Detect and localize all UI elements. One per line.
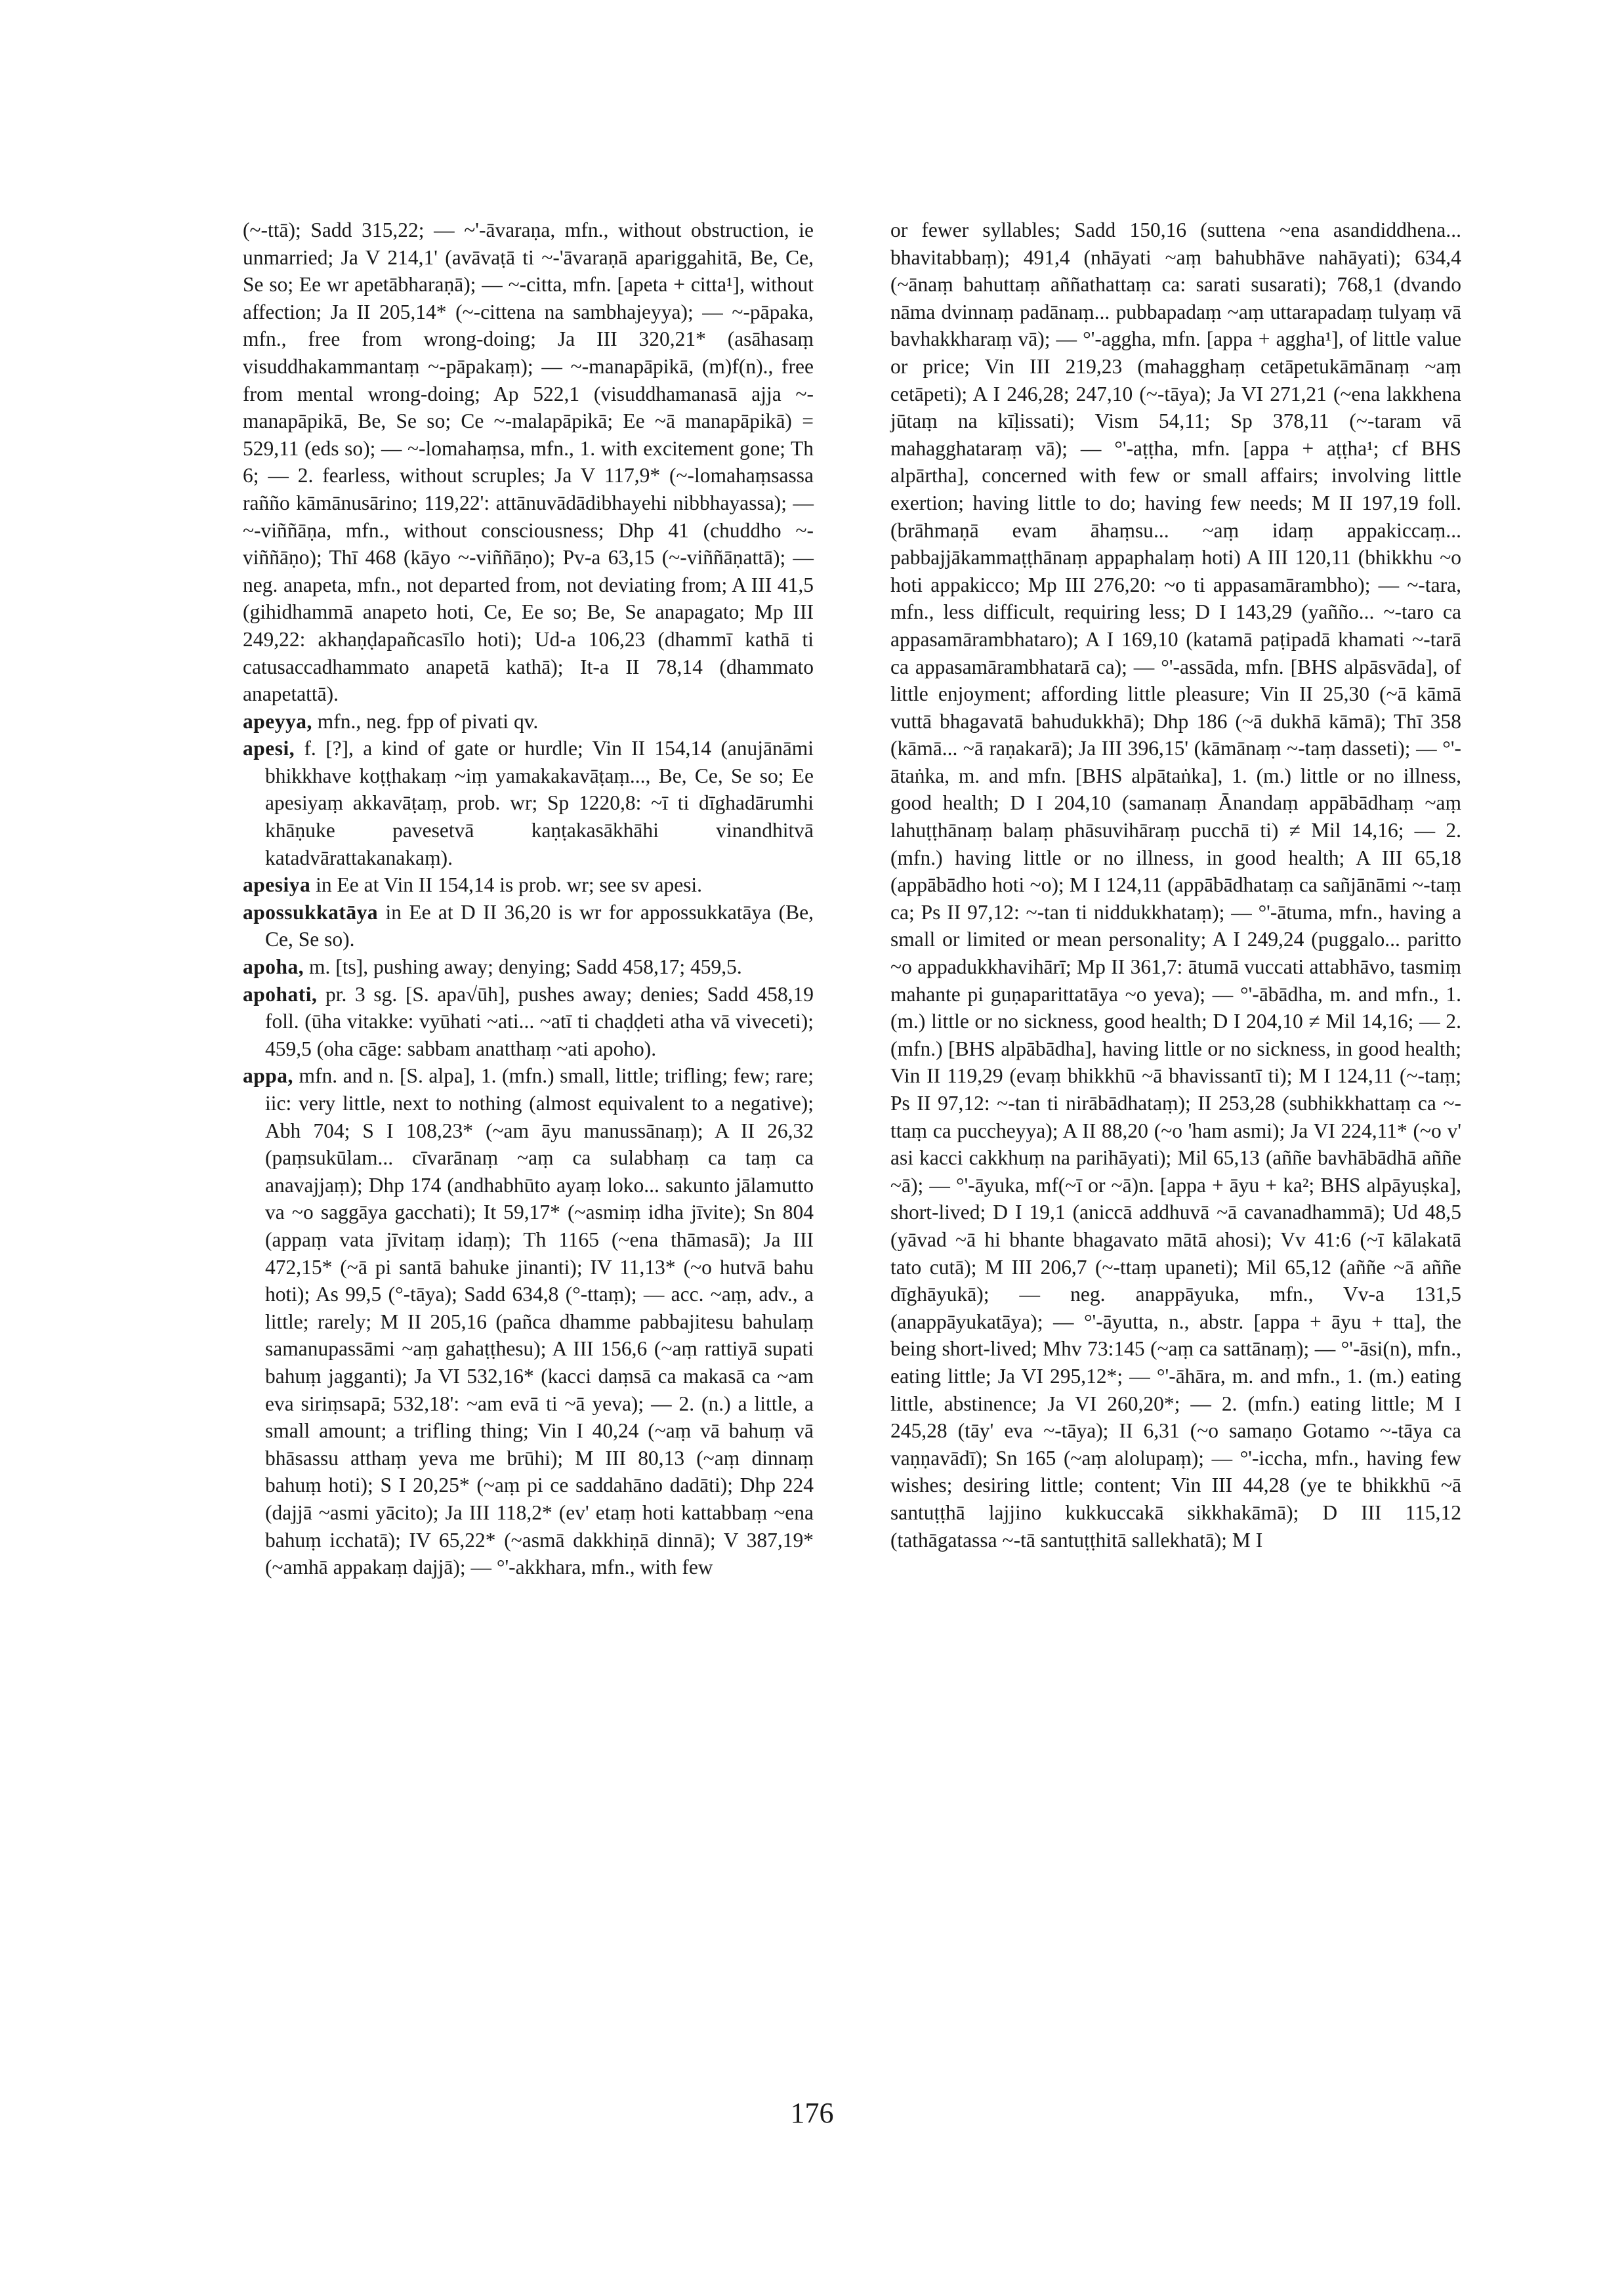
dictionary-entry: [243, 981, 814, 1063]
entry-body: f. [?], a kind of gate or hurdle; Vin II 154,14 (anujānāmi bhikkhave koṭṭhakaṃ ~iṃ yamakakavāṭaṃ..., Be, Ce, Se so; Ee apesiyaṃ akkavāṭaṃ, prob. wr; Sp 1220,8: ~ī ti dīghadārumhi khāṇuke pavesetvā kaṇṭakasākhāhi vinandhitvā katadvārattakanakaṃ).: [265, 737, 814, 869]
dictionary-entry: [243, 735, 814, 871]
entry-headword: apohati,: [243, 982, 318, 1006]
entry-headword: apesi,: [243, 737, 295, 760]
entry-headword: appa,: [243, 1064, 293, 1088]
entry-headword: apoha,: [243, 955, 304, 979]
dictionary-entry: [243, 953, 814, 981]
left-column: [243, 217, 814, 1581]
entry-headword: apesiya: [243, 873, 311, 897]
dictionary-entry: [243, 708, 814, 735]
entry-body: in Ee at Vin II 154,14 is prob. wr; see sv apesi.: [316, 873, 703, 897]
continuation-text: (~-ttā); Sadd 315,22; — ~'-āvaraṇa, mfn., without obstruction, ie unmarried; Ja V 214,1' (avāvaṭā ti ~-'āvaraṇā apariggahitā, Be, Ce, Se so; Ee wr apetābharaṇā); — ~-citta, mfn. [apeta + citta¹], without affection; Ja II 205,14* (~-cittena na sambhajeyya); — ~-pāpaka, mfn., free from wrong-doing; Ja III 320,21* (asāhasaṃ visuddhakammantaṃ ~-pāpakaṃ); — ~-manapāpikā, (m)f(n)., free from mental wrong-doing; Ap 522,1 (visuddhamanasā ajja ~-manapāpikā, Be, Se so; Ce ~-malapāpikā; Ee ~ā manapāpikā) = 529,11 (eds so); — ~-lomahaṃsa, mfn., 1. with excitement gone; Th 6; — 2. fearless, without scruples; Ja V 117,9* (~-lomahaṃsassa rañño kāmānusārino; 119,22': attānuvādādibhayehi nibbhayassa); — ~-viññāṇa, mfn., without consciousness; Dhp 41 (chuddho ~-viññāṇo); Thī 468 (kāyo ~-viññāṇo); Pv-a 63,15 (~-viññāṇattā); — neg. anapeta, mfn., not departed from, not deviating from; A III 41,5 (gihidhammā anapeto hoti, Ce, Ee so; Be, Se anapagato; Mp III 249,22: akhaṇḍapañcasīlo hoti); Ud-a 106,23 (dhammī kathā ti catusaccadhammato anapetā kathā); It-a II 78,14 (dhammato anapetattā).: [243, 218, 814, 706]
entry-headword: apeyya,: [243, 709, 312, 733]
dictionary-entry: [243, 871, 814, 899]
entry-body: in Ee at D II 36,20 is wr for appossukkatāya (Be, Ce, Se so).: [265, 900, 814, 951]
dictionary-entry: [243, 899, 814, 953]
entry-body: pr. 3 sg. [S. apa√ūh], pushes away; denies; Sadd 458,19 foll. (ūha vitakke: vyūhati ~ati... ~atī ti chaḍḍeti atha vā viveceti); 459,5 (oha cāge: sabbam anatthaṃ ~ati apoho).: [265, 982, 814, 1060]
entry-body: m. [ts], pushing away; denying; Sadd 458,17; 459,5.: [309, 955, 742, 979]
right-column: [890, 217, 1461, 1554]
page-number: 176: [790, 2097, 834, 2129]
entry-body: mfn., neg. fpp of pivati qv.: [317, 709, 539, 733]
dictionary-entry: [243, 1062, 814, 1581]
continuation-text: or fewer syllables; Sadd 150,16 (suttena ~ena asandiddhena... bhavitabbaṃ); 491,4 (nhāyati ~aṃ bahubhāve nahāyati); 634,4 (~ānaṃ bahuttaṃ aññathattaṃ ca: sarati susarati); 768,1 (dvando nāma dvinnaṃ padānaṃ... pubbapadaṃ ~aṃ uttarapadaṃ tulyaṃ vā bavhakkharaṃ vā); — °'-aggha, mfn. [appa + aggha¹], of little value or price; Vin III 219,23 (mahagghaṃ cetāpetukāmānaṃ ~aṃ cetāpeti); A I 246,28; 247,10 (~-tāya); Ja VI 271,21 (~ena lakkhena jūtaṃ na kīḷissati); Vism 54,11; Sp 378,11 (~-taram vā mahagghataraṃ vā); — °'-aṭṭha, mfn. [appa + aṭṭha¹; cf BHS alpārtha], concerned with few or small affairs; involving little exertion; having little to do; having few needs; M II 197,19 foll. (brāhmaṇā evam āhaṃsu... ~aṃ idaṃ appakiccaṃ... pabbajjākammaṭṭhānaṃ appaphalaṃ hoti) A III 120,11 (bhikkhu ~o hoti appakicco; Mp III 276,20: ~o ti appasamārambho); — ~-tara, mfn., less difficult, requiring less; D I 143,29 (yañño... ~-taro ca appasamārambhataro); A I 169,10 (katamā paṭipadā khamati ~-tarā ca appasamārambhatarā ca); — °'-assāda, mfn. [BHS alpāsvāda], of little enjoyment; affording little pleasure; Vin II 25,30 (~ā kāmā vuttā bhagavatā bahudukkhā); Dhp 186 (~ā dukhā kāmā); Thī 358 (kāmā... ~ā raṇakarā); Ja III 396,15' (kāmānaṃ ~-taṃ dasseti); — °'-ātaṅka, m. and mfn. [BHS alpātaṅka], 1. (m.) little or no illness, good health; D I 204,10 (samanaṃ Ānandaṃ appābādhaṃ ~aṃ lahuṭṭhānaṃ balaṃ phāsuvihāraṃ pucchā ti) ≠ Mil 14,16; — 2. (mfn.) having little or no illness, in good health; A III 65,18 (appābādho hoti ~o); M I 124,11 (appābādhataṃ ca sañjānāmi ~-taṃ ca; Ps II 97,12: ~-tan ti niddukkhataṃ); — °'-ātuma, mfn., having a small or limited or mean personality; A I 249,24 (puggalo... paritto ~o appadukkhavihārī; Mp II 361,7: ātumā vuccati attabhāvo, tasmiṃ mahante pi guṇaparittatāya ~o yeva); — °'-ābādha, m. and mfn., 1. (m.) little or no sickness, good health; D I 204,10 ≠ Mil 14,16; — 2. (mfn.) [BHS alpābādha], having little or no sickness, in good health; Vin II 119,29 (evaṃ bhikkhū ~ā bhavissantī ti); M I 124,11 (~-taṃ; Ps II 97,12: ~-tan ti nirābādhataṃ); II 253,28 (subhikkhattaṃ ca ~-ttaṃ ca puccheyya); A II 88,20 (~o 'ham asmi); Ja VI 224,11* (~o v' asi kacci cakkhuṃ na parihāyati); Mil 65,13 (aññe bavhābādhā aññe ~ā); — °'-āyuka, mf(~ī or ~ā)n. [appa + āyu + ka²; BHS alpāyuṣka], short-lived; D I 19,1 (aniccā addhuvā ~ā cavanadhammā); Ud 48,5 (yāvad ~ā hi bhante bhagavato mātā ahosi); Vv 41:6 (~ī kālakatā tato cutā); M III 206,7 (~-ttaṃ upaneti); Mil 65,12 (aññe ~ā aññe dīghāyukā); — neg. anappāyuka, mfn., Vv-a 131,5 (anappāyukatāya); — °'-āyutta, n., abstr. [appa + āyu + tta], the being short-lived; Mhv 73:145 (~aṃ ca sattānaṃ); — °'-āsi(n), mfn., eating little; Ja VI 295,12*; — °'-āhāra, m. and mfn., 1. (m.) eating little, abstinence; Ja VI 260,20*; — 2. (mfn.) eating little; M I 245,28 (tāy' eva ~-tāya); II 6,31 (~o samaṇo Gotamo ~-tāya ca vaṇṇavādī); Sn 165 (~aṃ alolupaṃ); — °'-iccha, mfn., having few wishes; desiring little; content; Vin III 44,28 (ye te bhikkhū ~ā santuṭṭhā lajjino kukkuccakā sikkhakāmā); D III 115,12 (tathāgatassa ~-tā santuṭṭhitā sallekhatā); M I: [890, 218, 1461, 1552]
entry-headword: apossukkatāya: [243, 900, 379, 924]
entry-body: mfn. and n. [S. alpa], 1. (mfn.) small, little; trifling; few; rare; iic: very little, next to nothing (almost equivalent to a negative); Abh 704; S I 108,23* (~am āyu manussānaṃ); A II 26,32 (paṃsukūlam... cīvarānaṃ ~aṃ ca sulabhaṃ ca taṃ ca anavajjaṃ); Dhp 174 (andhabhūto ayaṃ loko... sakunto jālamutto va ~o saggāya gacchati); It 59,17* (~asmiṃ idha jīvite); Sn 804 (appaṃ vata jīvitaṃ idaṃ); Th 1165 (~ena thāmasā); Ja III 472,15* (~ā pi santā bahuke jinanti); IV 11,13* (~o hutvā bahu hoti); As 99,5 (°-tāya); Sadd 634,8 (°-ttaṃ); — acc. ~aṃ, adv., a little; rarely; M II 205,16 (pañca dhamme pabbajitesu bahulaṃ samanupassāmi ~aṃ gahaṭṭhesu); A III 156,6 (~aṃ rattiyā supati bahuṃ jagganti); Ja VI 532,16* (kacci daṃsā ca makasā ca ~am eva siriṃsapā; 532,18': ~am evā ti ~ā yeva); — 2. (n.) a little, a small amount; a trifling thing; Vin I 40,24 (~aṃ vā bahuṃ vā bhāsassu atthaṃ yeva me brūhi); M III 80,13 (~aṃ dinnaṃ bahuṃ hoti); S I 20,25* (~aṃ pi ce saddahāno dadāti); Dhp 224 (dajjā ~asmi yācito); Ja III 118,2* (ev' etaṃ hoti kattabbaṃ ~ena bahuṃ icchatā); IV 65,22* (~asmā dakkhiṇā dinnā); V 387,19* (~amhā appakaṃ dajjā); — °'-akkhara, mfn., with few: [265, 1064, 814, 1579]
